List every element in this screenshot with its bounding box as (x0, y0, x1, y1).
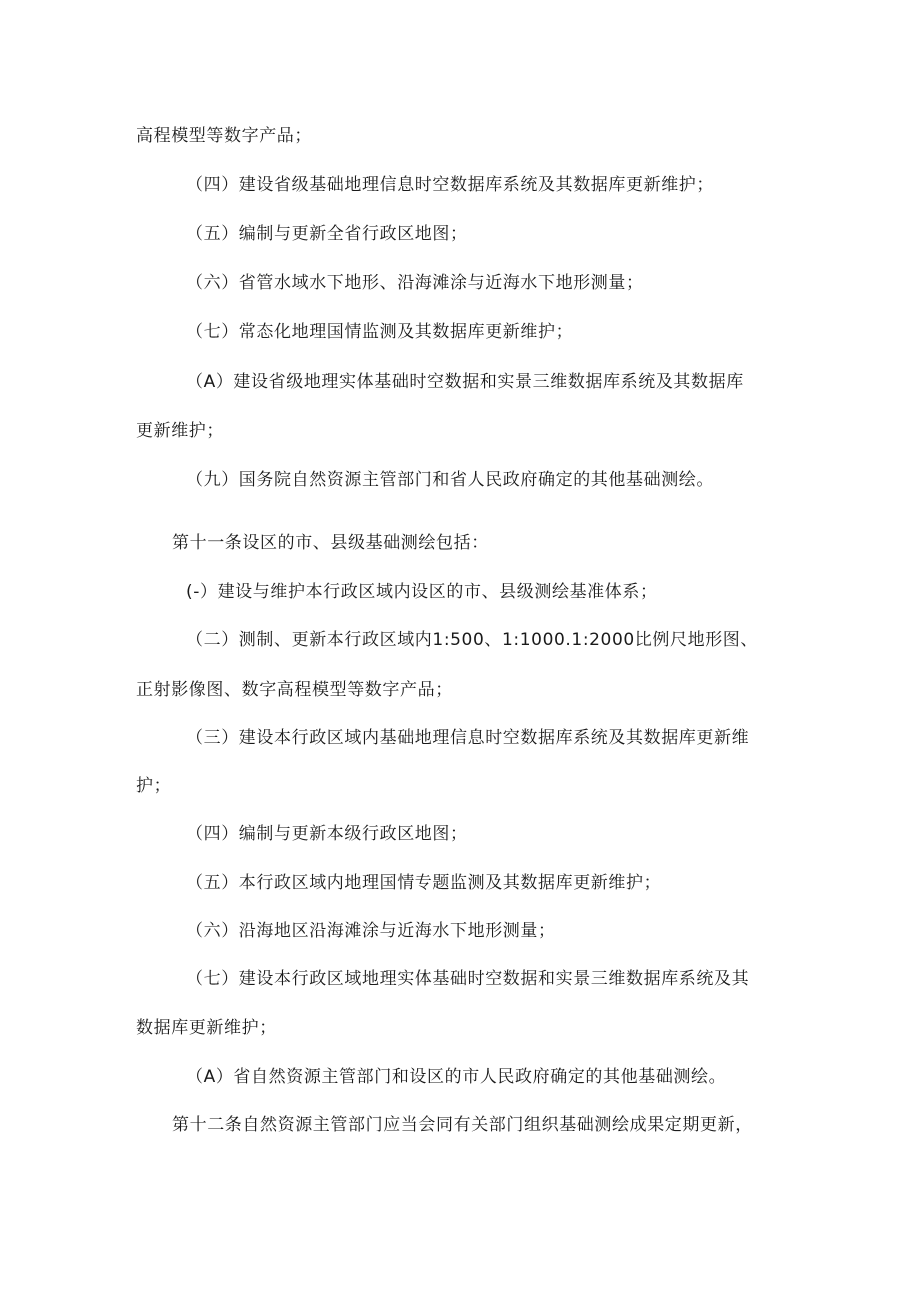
text-line: （五）编制与更新全省行政区地图； (186, 224, 468, 244)
text-line: 正射影像图、数字高程模型等数字产品； (136, 680, 453, 700)
text-line: （七）常态化地理国情监测及其数据库更新维护； (186, 322, 574, 342)
text-line: （六）沿海地区沿海滩涂与近海水下地形测量； (186, 921, 556, 941)
text-line: （四）建设省级基础地理信息时空数据库系统及其数据库更新维护； (186, 175, 714, 195)
text-line: 护； (136, 776, 172, 796)
text-line: 数据库更新维护； (136, 1018, 277, 1038)
text-line: （三）建设本行政区域内基础地理信息时空数据库系统及其数据库更新维 (186, 728, 750, 748)
text-line: （A）省自然资源主管部门和设区的市人民政府确定的其他基础测绘。 (186, 1067, 727, 1087)
text-line: （六）省管水域水下地形、沿海滩涂与近海水下地形测量； (186, 273, 644, 293)
text-line: （五）本行政区域内地理国情专题监测及其数据库更新维护； (186, 873, 662, 893)
text-line: (-）建设与维护本行政区域内设区的市、县级测绘基准体系； (186, 582, 658, 602)
article-heading: 第十一条设区的市、县级基础测绘包括： (172, 533, 489, 553)
text-line: 更新维护； (136, 421, 224, 441)
text-line: （四）编制与更新本级行政区地图； (186, 824, 468, 844)
text-line: （九）国务院自然资源主管部门和省人民政府确定的其他基础测绘。 (186, 470, 714, 490)
text-line: 高程模型等数字产品； (136, 126, 312, 146)
text-line: （A）建设省级地理实体基础时空数据和实景三维数据库系统及其数据库 (186, 372, 744, 392)
text-line: （七）建设本行政区域地理实体基础时空数据和实景三维数据库系统及其 (186, 969, 750, 989)
text-line: （二）测制、更新本行政区域内1:500、1:1000.1:2000比例尺地形图、 (186, 630, 759, 650)
article-heading: 第十二条自然资源主管部门应当会同有关部门组织基础测绘成果定期更新， (172, 1115, 753, 1135)
